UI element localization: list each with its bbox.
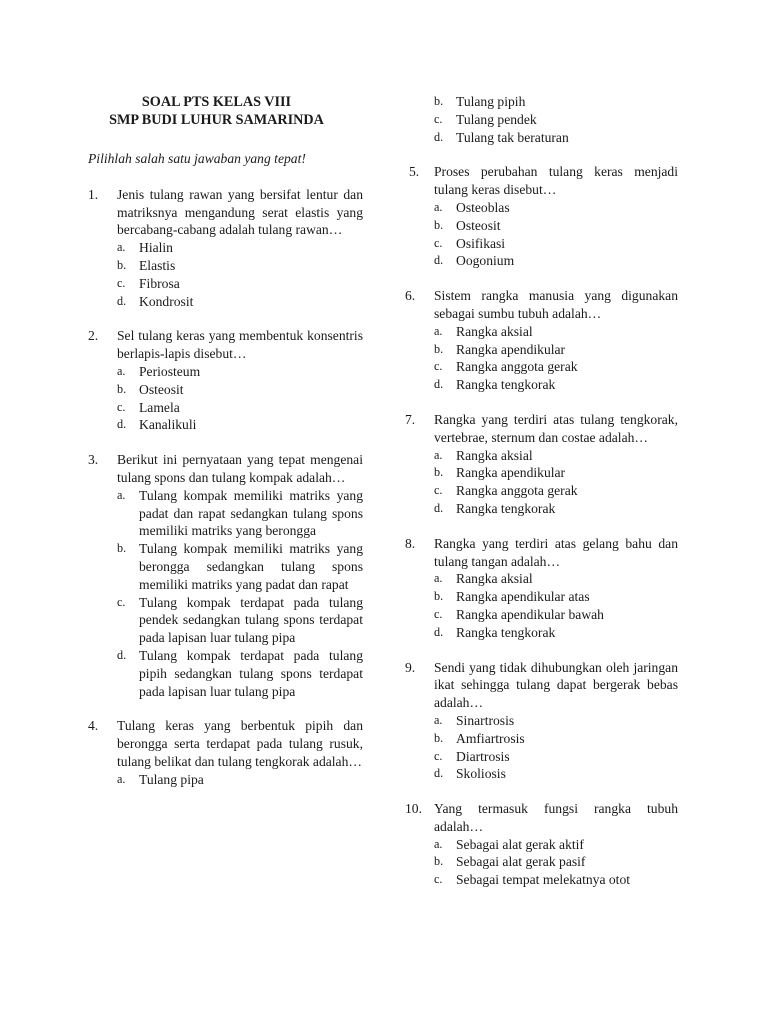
- option-text: Rangka tengkorak: [456, 377, 556, 393]
- option-text: Osteosit: [456, 217, 501, 233]
- option-label: b.: [117, 381, 127, 396]
- option-label: d.: [434, 766, 444, 781]
- option-item: [117, 257, 363, 275]
- title-line-2: SMP BUDI LUHUR SAMARINDA: [109, 112, 324, 128]
- option-item: [434, 235, 678, 253]
- option-label: d.: [434, 129, 444, 144]
- option-label: c.: [434, 748, 443, 763]
- option-text: Rangka aksial: [456, 571, 533, 587]
- question-text: Jenis tulang rawan yang bersifat lentur dan matriksnya mengandung serat elastis yang bercabang-cabang adalah tulang rawan…: [117, 186, 363, 238]
- option-item: [117, 771, 363, 789]
- option-label: b.: [434, 589, 444, 604]
- option-text: Rangka tengkorak: [456, 500, 556, 516]
- option-item: [434, 712, 678, 730]
- option-text: Sebagai alat gerak aktif: [456, 836, 584, 852]
- option-label: b.: [434, 730, 444, 745]
- question-4-continued: [405, 93, 678, 146]
- option-text: Kondrosit: [139, 293, 194, 309]
- question-number: 7.: [405, 411, 416, 427]
- option-text: Rangka apendikular bawah: [456, 606, 604, 622]
- option-item: [434, 129, 678, 147]
- option-label: b.: [434, 854, 444, 869]
- question-text: Berikut ini pernyataan yang tepat mengenai tulang spons dan tulang kompak adalah…: [117, 452, 363, 485]
- question-text: Sendi yang tidak dihubungkan oleh jaringan ikat sehingga tulang dapat bergerak bebas adalah…: [434, 659, 678, 711]
- option-text: Rangka apendikular: [456, 465, 566, 481]
- option-label: d.: [434, 624, 444, 639]
- option-item: [434, 606, 678, 624]
- option-list: [117, 771, 363, 789]
- option-text: Rangka tengkorak: [456, 624, 556, 640]
- question-number: 9.: [405, 659, 416, 675]
- option-label: c.: [434, 235, 443, 250]
- option-text: Periosteum: [139, 363, 201, 379]
- option-item: [434, 570, 678, 588]
- option-label: d.: [117, 293, 127, 308]
- option-item: [117, 399, 363, 417]
- option-label: c.: [117, 594, 126, 609]
- option-item: [434, 358, 678, 376]
- option-text: Lamela: [139, 399, 180, 415]
- option-label: c.: [434, 483, 443, 498]
- option-label: c.: [117, 399, 126, 414]
- option-item: [117, 487, 363, 540]
- title-line-1: SOAL PTS KELAS VIII: [141, 94, 292, 110]
- option-list: [117, 363, 363, 434]
- question-3: [88, 451, 363, 700]
- instruction-text: Pilihlah salah satu jawaban yang tepat!: [88, 151, 306, 166]
- option-item: [434, 871, 678, 889]
- option-text: Osteosit: [139, 381, 184, 397]
- question-9: [405, 659, 678, 784]
- question-text: Tulang keras yang berbentuk pipih dan berongga serta terdapat pada tulang rusuk, tulang belikat dan tulang tengkorak adalah…: [117, 718, 363, 769]
- question-text: Rangka yang terdiri atas gelang bahu dan tulang tangan adalah…: [434, 535, 678, 569]
- option-item: [117, 293, 363, 311]
- option-list: [117, 487, 363, 701]
- option-text: Osteoblas: [456, 199, 510, 215]
- option-item: [434, 765, 678, 783]
- option-text: Skoliosis: [456, 766, 506, 782]
- question-4: [88, 717, 363, 788]
- option-label: d.: [434, 253, 444, 268]
- question-number: 10.: [405, 801, 422, 817]
- option-list: [117, 239, 363, 310]
- option-text: Fibrosa: [139, 275, 180, 291]
- option-label: d.: [117, 647, 127, 662]
- option-item: [434, 199, 678, 217]
- option-text: Tulang pipih: [456, 94, 526, 109]
- option-label: a.: [434, 712, 443, 727]
- option-label: a.: [434, 199, 443, 214]
- question-6: [405, 287, 678, 394]
- question-5: [405, 163, 678, 270]
- option-text: Oogonium: [456, 253, 515, 269]
- option-item: [434, 836, 678, 854]
- right-column: [405, 93, 678, 906]
- option-item: [434, 217, 678, 235]
- option-label: a.: [434, 447, 443, 462]
- option-label: a.: [117, 487, 126, 502]
- option-item: [434, 464, 678, 482]
- option-label: c.: [434, 606, 443, 621]
- option-text: Tulang kompak terdapat pada tulang pendek sedangkan tulang spons terdapat pada lapisan luar tulang pipa: [139, 594, 363, 646]
- option-label: a.: [434, 323, 443, 338]
- option-text: Tulang kompak memiliki matriks yang padat dan rapat sedangkan tulang spons memiliki matriks yang berongga: [139, 487, 363, 539]
- option-text: Kanalikuli: [139, 417, 197, 433]
- question-8: [405, 535, 678, 642]
- option-item: [117, 416, 363, 434]
- option-label: b.: [434, 94, 444, 108]
- option-list: [434, 93, 678, 146]
- option-item: [117, 647, 363, 700]
- option-text: Sebagai tempat melekatnya otot: [456, 872, 631, 888]
- option-item: [434, 588, 678, 606]
- option-text: Diartrosis: [456, 748, 510, 764]
- option-label: c.: [434, 111, 443, 126]
- option-text: Tulang tak beraturan: [456, 129, 569, 145]
- option-item: [434, 853, 678, 871]
- option-text: Sinartrosis: [456, 712, 515, 728]
- question-number: 1.: [88, 186, 99, 202]
- option-label: c.: [434, 359, 443, 374]
- option-text: Osifikasi: [456, 235, 506, 251]
- option-label: b.: [117, 257, 127, 272]
- option-text: Rangka anggota gerak: [456, 359, 578, 375]
- option-item: [434, 376, 678, 394]
- option-list: [434, 323, 678, 394]
- option-item: [434, 93, 678, 111]
- question-2: [88, 327, 363, 434]
- option-list: [434, 712, 678, 783]
- question-text: Sel tulang keras yang membentuk konsentris berlapis-lapis disebut…: [117, 328, 363, 362]
- option-label: b.: [434, 465, 444, 480]
- option-label: a.: [434, 836, 443, 851]
- question-text: Sistem rangka manusia yang digunakan sebagai sumbu tubuh adalah…: [434, 288, 678, 321]
- option-text: Tulang kompak terdapat pada tulang pipih sedangkan tulang spons terdapat pada lapisan luar tulang pipa: [139, 647, 363, 699]
- option-label: b.: [434, 341, 444, 356]
- question-text: Rangka yang terdiri atas tulang tengkorak, vertebrae, sternum dan costae adalah…: [434, 411, 678, 445]
- option-item: [434, 748, 678, 766]
- question-number: 6.: [405, 288, 416, 304]
- question-number: 5.: [409, 164, 420, 180]
- option-text: Rangka aksial: [456, 323, 533, 339]
- option-label: a.: [117, 363, 126, 378]
- question-number: 2.: [88, 328, 99, 344]
- option-item: [434, 482, 678, 500]
- option-label: a.: [434, 571, 443, 586]
- option-item: [434, 323, 678, 341]
- option-list: [434, 570, 678, 641]
- question-number: 8.: [405, 535, 416, 551]
- option-item: [434, 624, 678, 642]
- option-item: [117, 363, 363, 381]
- option-label: c.: [117, 275, 126, 290]
- question-text: Yang termasuk fungsi rangka tubuh adalah…: [434, 801, 678, 834]
- option-item: [117, 381, 363, 399]
- option-text: Rangka apendikular: [456, 341, 566, 357]
- option-item: [434, 111, 678, 129]
- option-label: d.: [434, 500, 444, 515]
- option-label: b.: [117, 541, 127, 556]
- question-number: 4.: [88, 718, 99, 734]
- option-item: [434, 500, 678, 518]
- option-item: [117, 275, 363, 293]
- option-list: [434, 447, 678, 518]
- option-text: Elastis: [139, 257, 176, 273]
- option-text: Rangka aksial: [456, 447, 533, 463]
- option-item: [117, 594, 363, 647]
- option-item: [117, 239, 363, 257]
- option-item: [434, 447, 678, 465]
- question-10: [405, 800, 678, 889]
- option-text: Tulang kompak memiliki matriks yang berongga sedangkan tulang spons memiliki matriks yang padat dan rapat: [139, 541, 363, 592]
- option-text: Tulang pendek: [456, 111, 537, 127]
- option-text: Tulang pipa: [139, 771, 204, 787]
- option-label: c.: [434, 872, 443, 887]
- option-label: d.: [117, 417, 127, 432]
- option-text: Rangka anggota gerak: [456, 483, 578, 499]
- option-list: [434, 836, 678, 889]
- option-label: d.: [434, 377, 444, 392]
- option-text: Rangka apendikular atas: [456, 589, 590, 605]
- option-label: a.: [117, 771, 126, 786]
- question-7: [405, 411, 678, 518]
- option-label: a.: [117, 240, 126, 255]
- option-list: [434, 199, 678, 270]
- option-text: Amfiartrosis: [456, 730, 525, 746]
- option-item: [434, 341, 678, 359]
- option-item: [434, 252, 678, 270]
- document-header: [78, 93, 355, 129]
- option-text: Sebagai alat gerak pasif: [456, 854, 586, 870]
- option-label: b.: [434, 217, 444, 232]
- left-column: [88, 93, 363, 806]
- question-number: 3.: [88, 452, 99, 468]
- option-text: Hialin: [139, 240, 173, 256]
- option-item: [434, 730, 678, 748]
- option-item: [117, 540, 363, 593]
- question-text: Proses perubahan tulang keras menjadi tulang keras disebut…: [434, 164, 678, 198]
- question-1: [88, 186, 363, 311]
